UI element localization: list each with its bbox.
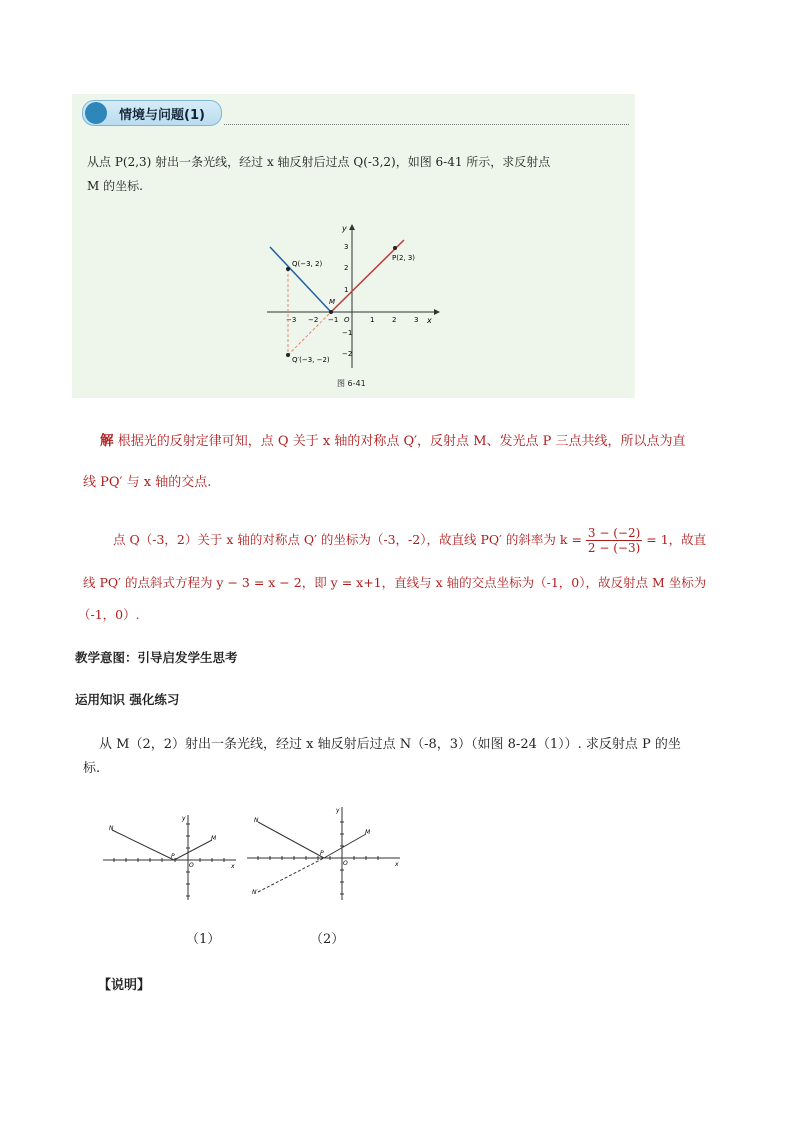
fraction-numerator: 3 − (−2) xyxy=(587,526,641,540)
y-tick: −2 xyxy=(342,350,353,358)
textbook-box xyxy=(72,94,635,398)
figure-caption: 图 6-41 xyxy=(337,379,366,388)
book-icon xyxy=(85,102,107,124)
teaching-intent: 教学意图：引导启发学生思考 xyxy=(75,650,238,665)
reflected-ray xyxy=(270,247,331,312)
fraction-denominator: 2 − (−3) xyxy=(587,541,641,555)
point-m xyxy=(329,310,333,314)
x-tick: 3 xyxy=(414,316,419,324)
x-axis-label: x xyxy=(427,316,432,325)
solution-line-1 xyxy=(100,430,686,453)
note-heading: 【说明】 xyxy=(98,978,151,993)
x-tick: 2 xyxy=(392,316,397,324)
exercise-line-2: 标. xyxy=(83,761,101,776)
y-tick: −1 xyxy=(342,329,353,337)
label-x: x xyxy=(395,861,399,868)
label-y: y xyxy=(182,815,186,822)
title-pill xyxy=(82,100,222,126)
dashed-n-prime-line xyxy=(258,858,324,892)
point-q-prime xyxy=(286,353,290,357)
figure-2-label: （2） xyxy=(310,932,345,947)
label-n: N xyxy=(109,825,114,832)
reflected-ray xyxy=(112,830,174,860)
figure-6-41 xyxy=(262,220,442,370)
label-n: N xyxy=(254,817,259,824)
box-title: 情境与问题(1) xyxy=(119,108,205,123)
label-x: x xyxy=(231,863,235,870)
origin-label: O xyxy=(344,316,350,324)
point-p xyxy=(393,246,397,250)
y-axis-label: y xyxy=(342,224,347,233)
label-p: P(2, 3) xyxy=(392,254,416,262)
practice-heading: 运用知识 强化练习 xyxy=(75,692,180,707)
exercise-figure-1 xyxy=(100,812,240,902)
x-axis-arrow xyxy=(434,309,440,315)
label-m: M xyxy=(365,829,371,836)
solution-line-3-b: = 1，故直 xyxy=(646,532,707,547)
y-tick: 1 xyxy=(344,286,349,294)
x-tick: −2 xyxy=(308,316,319,324)
incident-ray xyxy=(331,240,404,312)
exercise-line-1: 从 M（2，2）射出一条光线，经过 x 轴反射后过点 N（-8，3）（如图 8-24（1））. 求反射点 P 的坐 xyxy=(99,737,681,752)
y-axis-arrow xyxy=(349,224,355,230)
label-y: y xyxy=(336,807,340,814)
label-p: P xyxy=(320,850,324,857)
slope-fraction xyxy=(586,526,642,555)
label-m: M xyxy=(329,298,336,306)
solution-line-3-a: 点 Q（-3，2）关于 x 轴的对称点 Q′ 的坐标为（-3，-2），故直线 PQ′ 的斜率为 k = xyxy=(113,532,582,547)
label-n-prime: N′ xyxy=(252,889,258,896)
x-tick: 1 xyxy=(370,316,375,324)
y-tick: 2 xyxy=(344,264,349,272)
incident-ray xyxy=(174,840,212,860)
problem-line-2: M 的坐标. xyxy=(87,179,143,193)
label-o: O xyxy=(343,860,348,867)
box-header xyxy=(72,94,635,128)
reflected-ray xyxy=(258,822,324,858)
x-tick: −3 xyxy=(286,316,297,324)
label-q: Q(−3, 2) xyxy=(292,260,323,268)
header-dotted-rule xyxy=(224,124,629,125)
y-tick: 3 xyxy=(344,243,349,251)
solution-line-2: 线 PQ′ 与 x 轴的交点. xyxy=(83,475,212,490)
point-q xyxy=(286,267,290,271)
solution-line-3 xyxy=(113,526,706,555)
label-q-prime: Q′(−3, −2) xyxy=(292,356,330,364)
label-m: M xyxy=(211,835,217,842)
problem-line-1: 从点 P(2,3) 射出一条光线，经过 x 轴反射后过点 Q(-3,2)，如图 6-41 所示，求反射点 xyxy=(87,155,551,169)
figure-1-label: （1） xyxy=(186,932,221,947)
exercise-figure-2 xyxy=(244,804,404,904)
solution-line-4: 线 PQ′ 的点斜式方程为 y − 3 = x − 2，即 y = x+1，直线与 x 轴的交点坐标为（-1，0），故反射点 M 坐标为 xyxy=(83,575,707,590)
incident-ray xyxy=(324,834,366,858)
label-p: P xyxy=(171,853,175,860)
solution-label: 解 xyxy=(100,433,114,449)
solution-line-5: （-1，0）. xyxy=(78,607,140,622)
label-o: O xyxy=(189,862,194,869)
solution-line-1-text: 根据光的反射定律可知，点 Q 关于 x 轴的对称点 Q′，反射点 M、发光点 P 三点共线，所以点为直 xyxy=(117,434,686,449)
x-tick: −1 xyxy=(328,316,339,324)
